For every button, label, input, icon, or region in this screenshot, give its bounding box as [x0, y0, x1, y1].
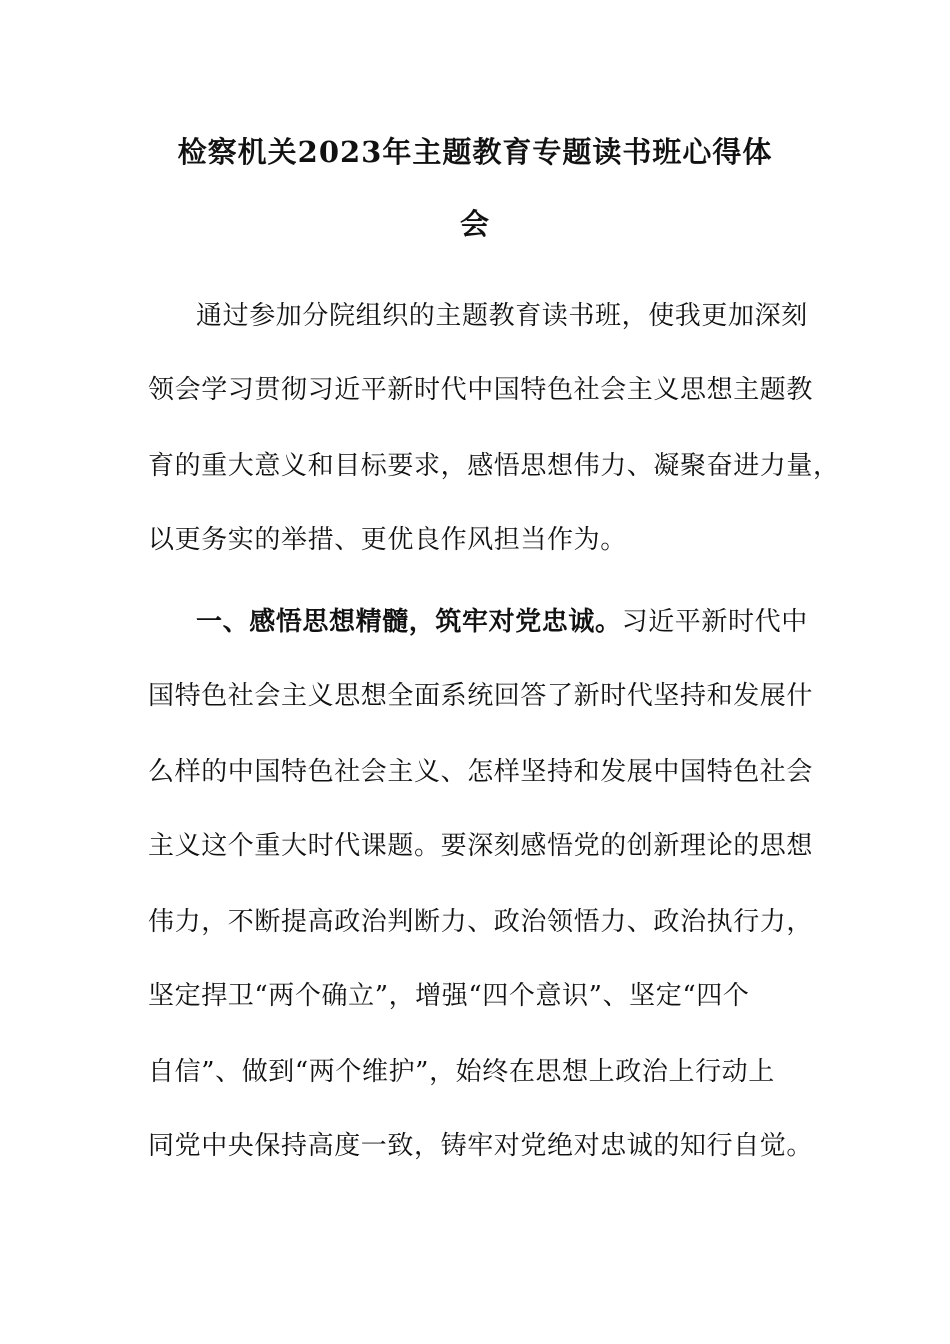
- section-1-line-7: 自信”、做到“两个维护”，始终在思想上政治上行动上: [148, 1057, 775, 1087]
- section-1-line-2: 国特色社会主义思想全面系统回答了新时代坚持和发展什: [148, 681, 814, 711]
- section-1-line-3: 么样的中国特色社会主义、怎样坚持和发展中国特色社会: [148, 757, 814, 787]
- section-1-line-6: 坚定捍卫“两个确立”，增强“四个意识”、坚定“四个: [148, 981, 750, 1011]
- intro-line-1: 通过参加分院组织的主题教育读书班，使我更加深刻: [196, 301, 808, 331]
- section-1-line-4: 主义这个重大时代课题。要深刻感悟党的创新理论的思想: [148, 831, 814, 861]
- intro-line-3: 育的重大意义和目标要求，感悟思想伟力、凝聚奋进力量，: [148, 451, 840, 481]
- intro-line-4: 以更务实的举措、更优良作风担当作为。: [148, 525, 627, 555]
- section-1-first-line-text: 习近平新时代中: [621, 607, 808, 637]
- document-title-line-2: 会: [459, 207, 490, 241]
- section-1-line-5: 伟力，不断提高政治判断力、政治领悟力、政治执行力，: [148, 907, 814, 937]
- document-title-line-1: 检察机关2023年主题教育专题读书班心得体: [177, 135, 773, 169]
- section-1-heading: 一、感悟思想精髓，筑牢对党忠诚。: [196, 607, 622, 637]
- section-1-line-8: 同党中央保持高度一致，铸牢对党绝对忠诚的知行自觉。: [148, 1131, 814, 1161]
- intro-line-2: 领会学习贯彻习近平新时代中国特色社会主义思想主题教: [148, 375, 814, 405]
- section-1-first-line: [196, 604, 808, 640]
